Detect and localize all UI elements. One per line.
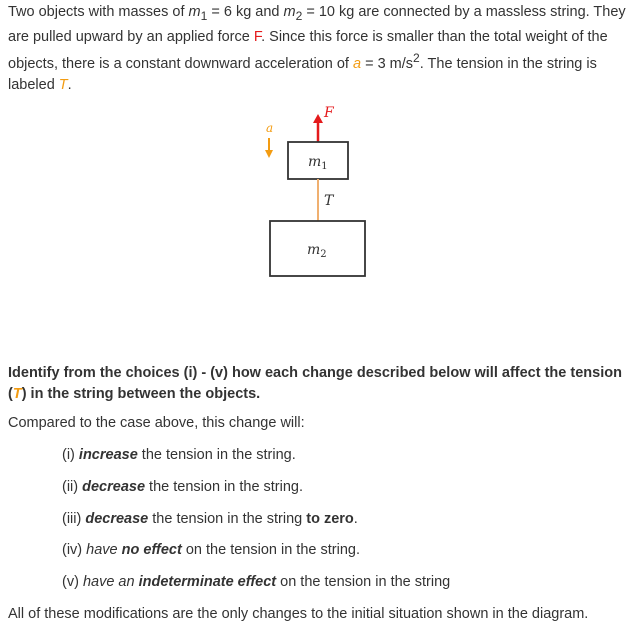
acceleration-arrow (265, 138, 273, 158)
choice-iii: (iii) decrease the tension in the string to zero. (62, 511, 358, 527)
accel-label: a (266, 121, 274, 135)
mass2-label: $m_2$ (307, 242, 327, 260)
m2-symbol: m (283, 4, 296, 20)
problem-intro: Two objects with masses of $m_1 = 6$ kg and $m_2 = 10$ kg are connected by a massless string. They are pulled upward by an applied force F. Since this force is smaller than the total weight of the objects, there is a constant downward acceleration of a = 3 $m/s^2$. The tension in the string is labeled T. (8, 4, 626, 93)
choice-v: (v) have an indeterminate effect on the tension in the string (62, 574, 451, 590)
force-arrow (313, 114, 323, 142)
accel-symbol: a (352, 55, 362, 72)
question-prompt: Identify from the choices (i) - (v) how each change described below will affect the tension (T) in the string between the objects. (8, 365, 622, 402)
tension-label: T (324, 193, 334, 209)
m1-symbol: m (188, 4, 201, 20)
mass-string-diagram (250, 95, 380, 285)
force-symbol: F (253, 28, 262, 45)
footnote: All of these modifications are the only changes to the initial situation shown in the diagram. (8, 606, 589, 622)
tension-symbol: T (58, 76, 68, 93)
mass1-label: $m_1$ (308, 154, 328, 172)
force-label: F (324, 105, 334, 121)
choice-i: (i) increase the tension in the string. (62, 447, 296, 463)
choice-iv: (iv) have no effect on the tension in the string. (62, 542, 360, 558)
choice-ii: (ii) decrease the tension in the string. (62, 479, 304, 495)
question-tension-symbol: T (12, 386, 22, 402)
compare-text: Compared to the case above, this change will: (8, 415, 305, 431)
